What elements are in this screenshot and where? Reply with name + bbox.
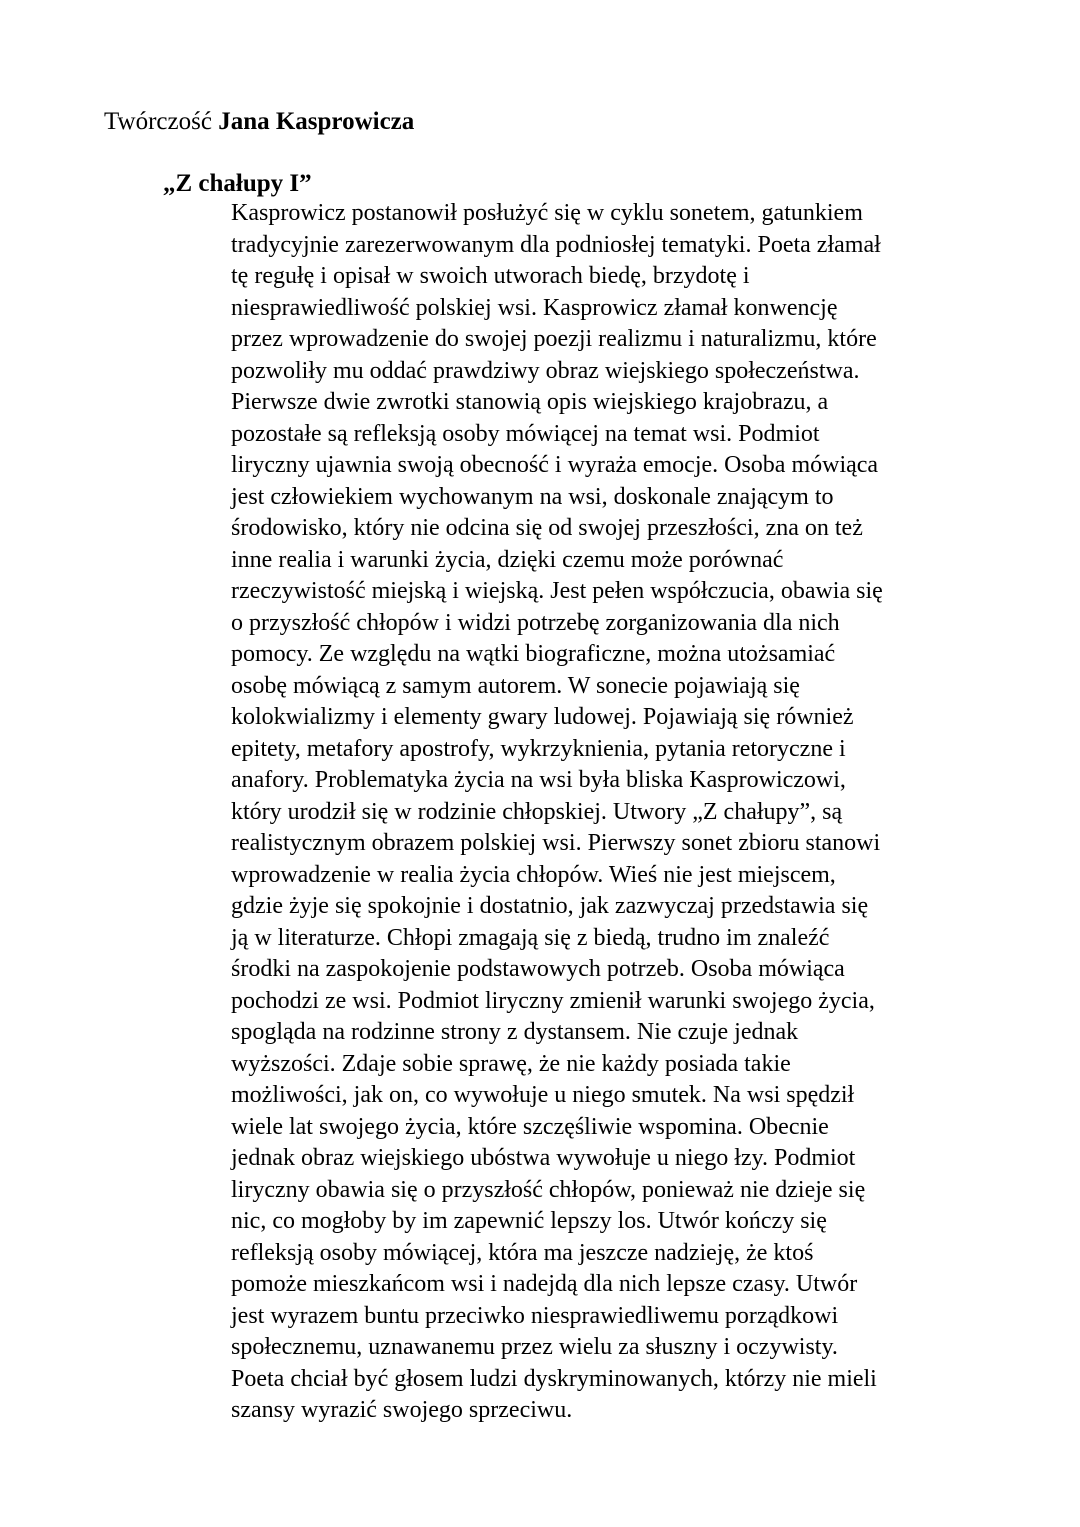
body-text-line: wyższości. Zdaje sobie sprawę, że nie każdy posiada takie	[231, 1050, 791, 1077]
body-text-line: wprowadzenie w realia życia chłopów. Wieś nie jest miejscem,	[231, 861, 836, 888]
body-text-line: który urodził się w rodzinie chłopskiej. Utwory „Z chałupy”, są	[231, 798, 843, 825]
document-title-prefix: Twórczość	[104, 108, 212, 135]
body-text-line: pomoże mieszkańcom wsi i nadejdą dla nich lepsze czasy. Utwór	[231, 1271, 858, 1297]
body-text-line: jest wyrazem buntu przeciwko niesprawiedliwemu porządkowi	[231, 1302, 839, 1329]
body-text-line: o przyszłość chłopów i widzi potrzebę zorganizowania dla nich	[231, 609, 840, 636]
body-text-line: jest człowiekiem wychowanym na wsi, doskonale znającym to	[231, 483, 834, 510]
body-text-line: przez wprowadzenie do swojej poezji realizmu i naturalizmu, które	[231, 326, 877, 352]
document-title-author: Jana Kasprowicza	[218, 108, 415, 135]
body-text-line: kolokwializmy i elementy gwary ludowej. Pojawiają się również	[231, 704, 854, 730]
body-text-line: inne realia i warunki życia, dzięki czemu może porównać	[231, 546, 784, 573]
body-text-line: nic, co mogłoby by im zapewnić lepszy los. Utwór kończy się	[231, 1208, 827, 1234]
body-text-line: spogląda na rodzinne strony z dystansem. Nie czuje jednak	[231, 1019, 799, 1045]
body-text-line: rzeczywistość miejską i wiejską. Jest pełen współczucia, obawia się	[231, 578, 883, 604]
body-text-line: tę regułę i opisał w swoich utworach biedę, brzydotę i	[231, 263, 750, 289]
body-text-line: pozostałe są refleksją osoby mówiącej na temat wsi. Podmiot	[231, 420, 820, 447]
body-text-line: niesprawiedliwość polskiej wsi. Kasprowicz złamał konwencję	[231, 294, 838, 321]
body-text-line: pochodzi ze wsi. Podmiot liryczny zmienił warunki swojego życia,	[231, 987, 875, 1014]
body-text-line: środowisko, który nie odcina się od swojej przeszłości, zna on też	[231, 515, 863, 541]
document-title	[104, 106, 414, 138]
body-text-line: środki na zaspokojenie podstawowych potrzeb. Osoba mówiąca	[231, 956, 845, 982]
body-text-line: społecznemu, uznawanemu przez wielu za słuszny i oczywisty.	[231, 1334, 838, 1360]
body-text-line: epitety, metafory apostrofy, wykrzyknienia, pytania retoryczne i	[231, 735, 846, 762]
body-text-line: Kasprowicz postanowił posłużyć się w cyklu sonetem, gatunkiem	[231, 200, 863, 226]
section-title: „Z chałupy I”	[163, 170, 312, 197]
body-text-line: liryczny ujawnia swoją obecność i wyraża emocje. Osoba mówiąca	[231, 452, 879, 478]
body-text-line: ją w literaturze. Chłopi zmagają się z biedą, trudno im znaleźć	[231, 924, 830, 951]
body-text-line: pozwoliły mu oddać prawdziwy obraz wiejskiego społeczeństwa.	[231, 357, 860, 384]
body-text-line: anafory. Problematyka życia na wsi była bliska Kasprowiczowi,	[231, 767, 846, 793]
body-text-line: pomocy. Ze względu na wątki biograficzne, można utożsamiać	[231, 641, 836, 667]
body-text-line: osobę mówiącą z samym autorem. W sonecie pojawiają się	[231, 672, 800, 699]
body-text-line: gdzie żyje się spokojnie i dostatnio, jak zazwyczaj przedstawia się	[231, 893, 869, 919]
body-text-line: realistycznym obrazem polskiej wsi. Pierwszy sonet zbioru stanowi	[231, 830, 881, 856]
body-text-line: szansy wyrazić swojego sprzeciwu.	[231, 1397, 573, 1423]
body-text-line: refleksją osoby mówiącej, która ma jeszcze nadzieję, że ktoś	[231, 1239, 814, 1266]
body-text-line: liryczny obawia się o przyszłość chłopów, ponieważ nie dzieje się	[231, 1176, 866, 1203]
body-text-line: Poeta chciał być głosem ludzi dyskryminowanych, którzy nie mieli	[231, 1365, 877, 1392]
body-text-line: Pierwsze dwie zwrotki stanowią opis wiejskiego krajobrazu, a	[231, 389, 829, 415]
body-text-line: możliwości, jak on, co wywołuje u niego smutek. Na wsi spędził	[231, 1082, 855, 1108]
body-text-line: jednak obraz wiejskiego ubóstwa wywołuje u niego łzy. Podmiot	[231, 1145, 856, 1171]
body-text-line: wiele lat swojego życia, które szczęśliwie wspomina. Obecnie	[231, 1113, 829, 1140]
section-body	[231, 198, 991, 1427]
body-text-line: tradycyjnie zarezerwowanym dla podniosłej tematyki. Poeta złamał	[231, 231, 881, 258]
